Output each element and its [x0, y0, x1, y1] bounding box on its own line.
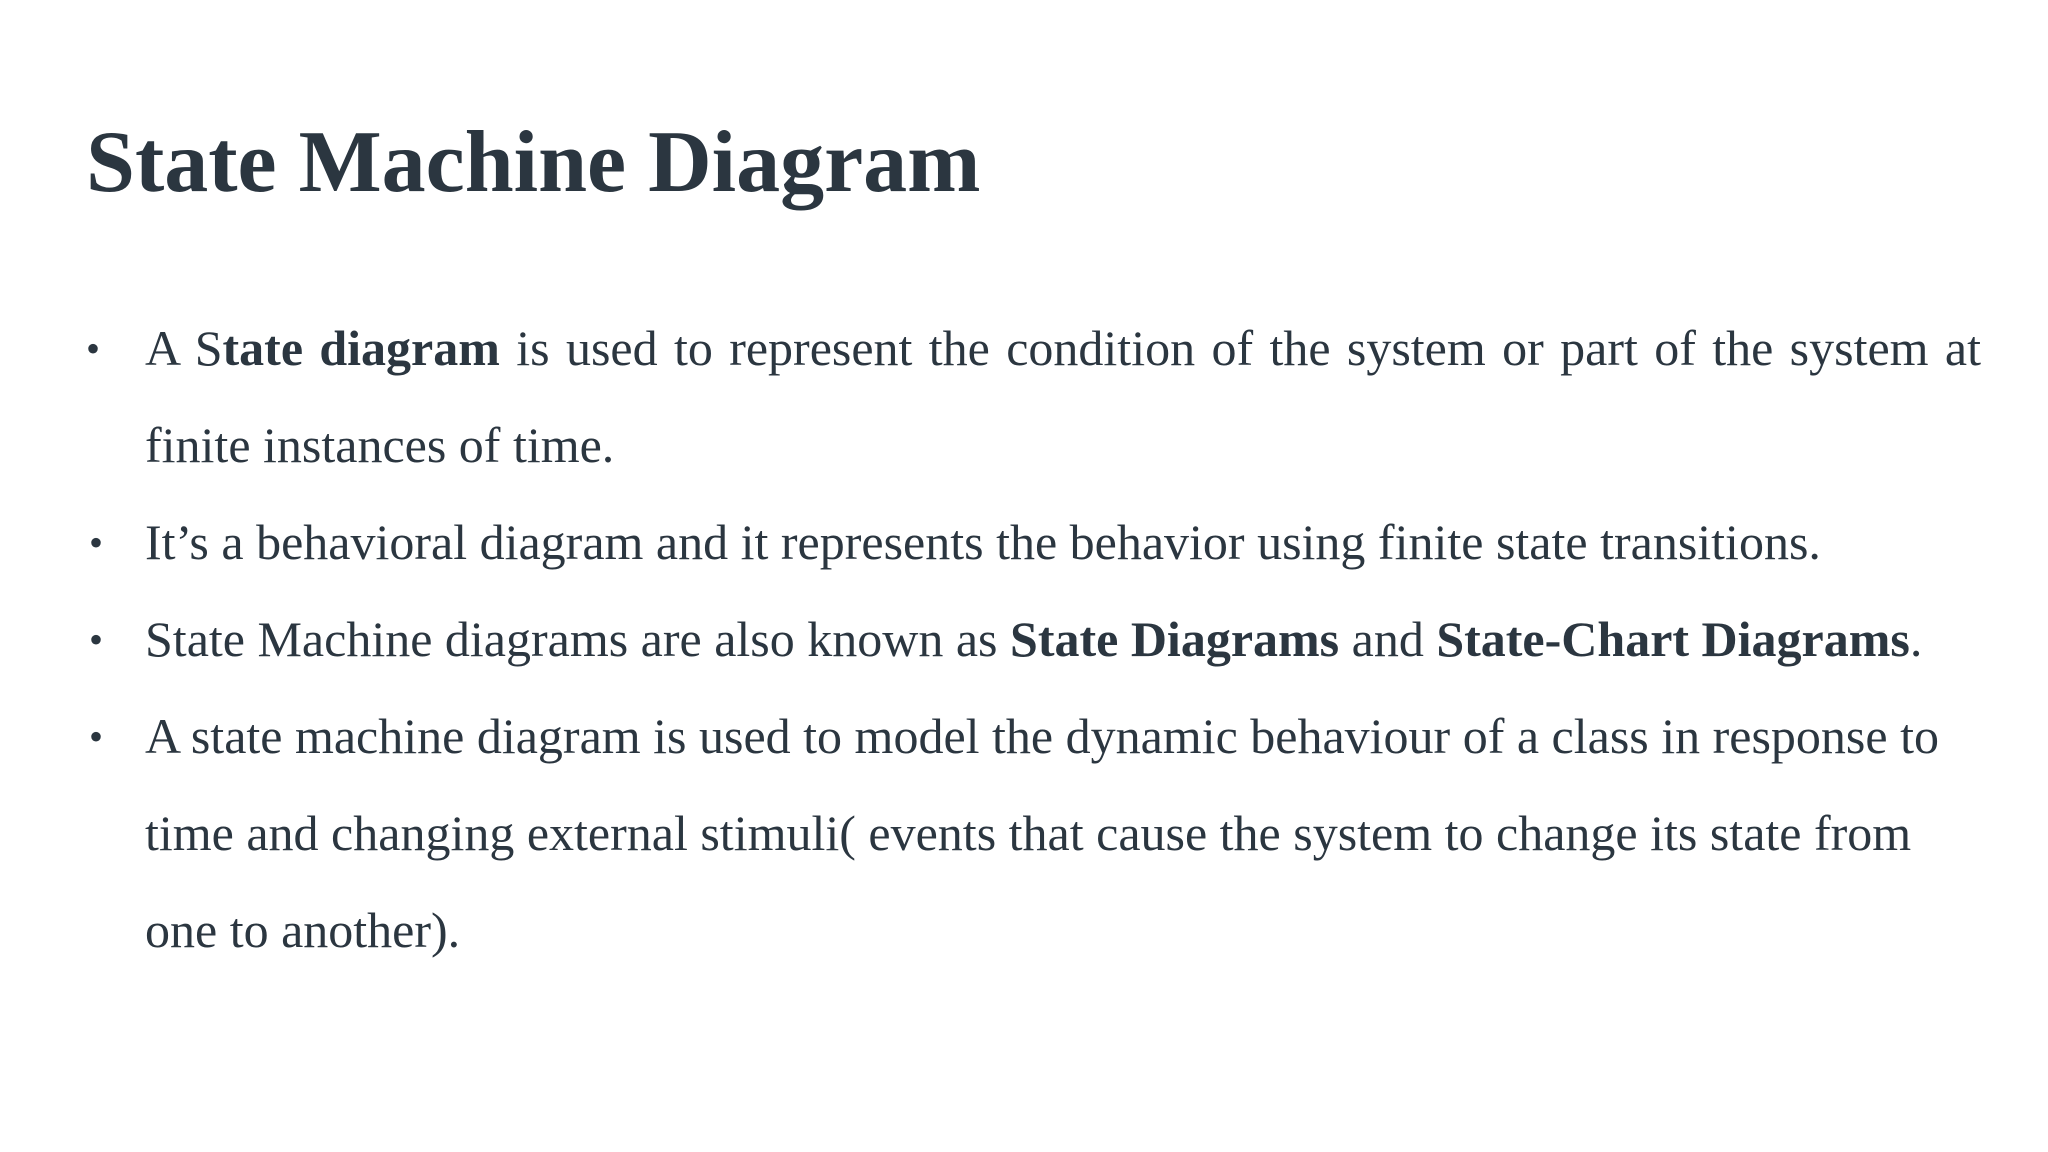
- bullet-item-2: [86, 494, 1981, 591]
- bullet-list: [86, 300, 1981, 979]
- bullet-1-text-start: A S: [145, 320, 223, 376]
- bullet-icon: •: [86, 326, 101, 371]
- bullet-2-text: It’s a behavioral diagram and it represents the behavior using finite state transitions.: [145, 514, 1821, 570]
- bullet-item-1: [86, 300, 1981, 494]
- bullet-4-text: A state machine diagram is used to model the dynamic behaviour of a class in response to time and changing external stimuli( events that cause the system to change its state from one to another).: [145, 708, 1939, 958]
- bullet-3-term-state-chart-diagrams: State-Chart Diagrams: [1436, 611, 1910, 667]
- bullet-3-text-end: .: [1909, 611, 1923, 667]
- bullet-1-text-end: is used to represent the condition of the system or part of the system at finite instances of time.: [145, 320, 1981, 473]
- bullet-3-text-and: and: [1339, 611, 1437, 667]
- bullet-1-term-state-diagram: tate diagram: [222, 320, 500, 376]
- slide-title: State Machine Diagram: [86, 114, 981, 211]
- bullet-icon: •: [88, 617, 103, 662]
- bullet-item-4: [86, 688, 1981, 979]
- bullet-3-term-state-diagrams: State Diagrams: [1010, 611, 1340, 667]
- bullet-icon: •: [88, 714, 103, 759]
- bullet-icon: •: [88, 520, 103, 565]
- bullet-item-3: [86, 591, 1981, 688]
- bullet-3-text-start: State Machine diagrams are also known as: [145, 611, 1011, 667]
